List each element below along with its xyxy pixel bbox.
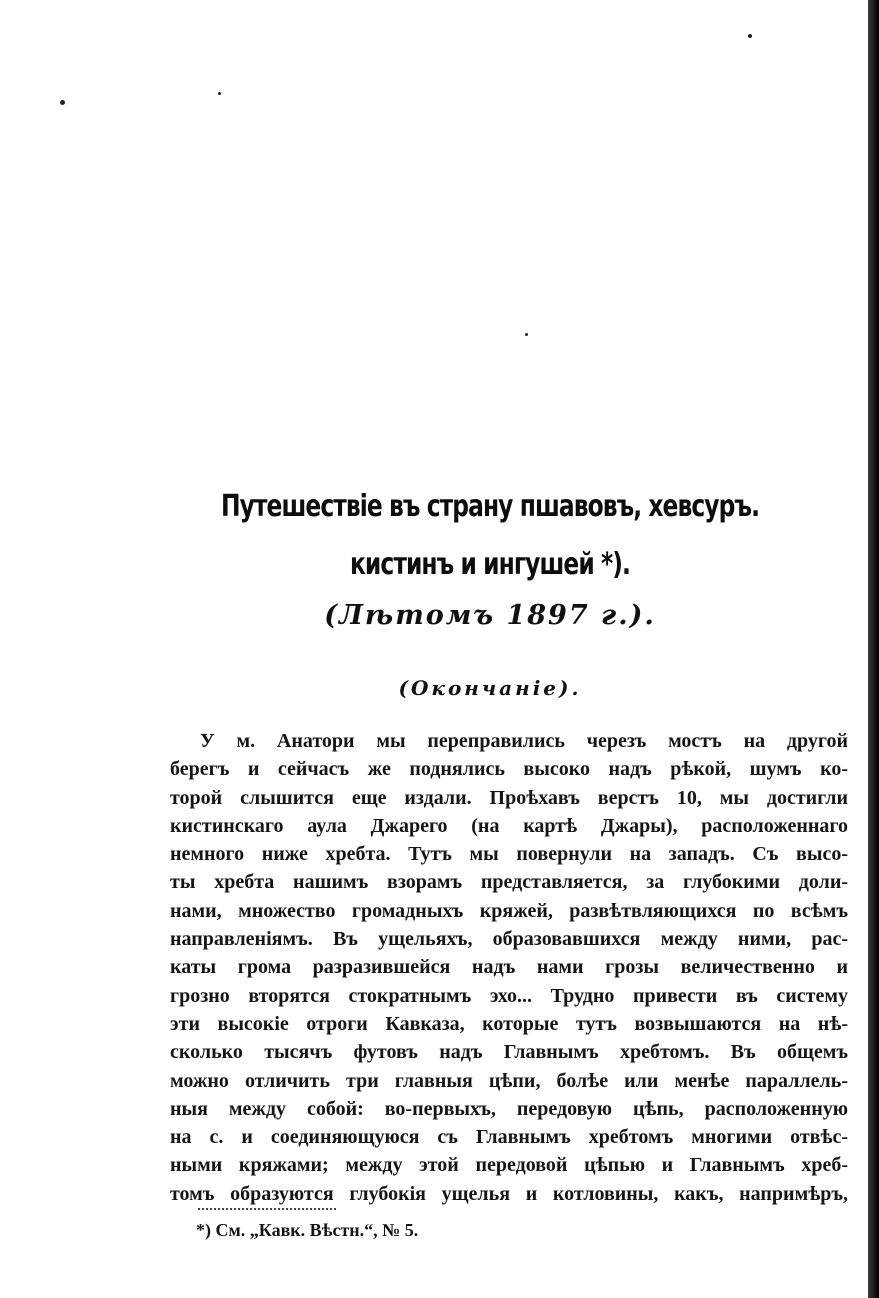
footnote: *) См. „Кавк. Вѣстн.“, № 5.: [196, 1220, 419, 1240]
body-line: сколько тысячъ футовъ надъ Главнымъ хребтомъ. Въ общемъ: [170, 1041, 848, 1064]
body-line: ты хребта нашимъ взорамъ представляется, за глубокими доли-: [170, 871, 848, 894]
body-line: ныя между собой: во-первыхъ, передовую цѣпь, расположенную: [170, 1097, 848, 1120]
body-line: эти высокіе отроги Кавказа, которые тутъ возвышаются на нѣ-: [170, 1012, 848, 1035]
footnote-separator: [198, 1208, 336, 1210]
body-line: на с. и соединяющуюся съ Главнымъ хребтомъ многими отвѣс-: [170, 1126, 848, 1149]
body-line: грозно вторятся стократнымъ эхо... Трудно привести въ систему: [170, 984, 848, 1007]
article-date-line: (Лѣтомъ 1897 г.).: [324, 600, 656, 631]
body-line: У м. Анатори мы переправились черезъ мостъ на другой: [200, 730, 848, 752]
ink-speck: [748, 34, 752, 38]
body-line: можно отличить три главныя цѣпи, болѣе или менѣе параллель-: [170, 1069, 848, 1092]
body-line: направленіямъ. Въ ущельяхъ, образовавшихся между ними, рас-: [170, 928, 848, 951]
body-line: каты грома разразившейся надъ нами грозы величественно и: [170, 956, 848, 979]
body-line: томъ образуются глубокія ущелья и котловины, какъ, напримѣръ,: [170, 1182, 848, 1205]
ink-speck: [218, 92, 221, 95]
body-line: кистинскаго аула Джарего (на картѣ Джары), расположеннаго: [170, 814, 848, 837]
ink-speck: [60, 100, 65, 105]
body-line: берегъ и сейчасъ же поднялись высоко надъ рѣкой, шумъ ко-: [170, 758, 848, 781]
body-line: ными кряжами; между этой передовой цѣпью и Главнымъ хреб-: [170, 1154, 848, 1177]
body-line: торой слышится еще издали. Проѣхавъ верстъ 10, мы достигли: [170, 786, 848, 809]
body-line: нами, множество громадныхъ кряжей, развѣтвляющихся по всѣмъ: [170, 899, 848, 922]
body-line: немного ниже хребта. Тутъ мы повернули на западъ. Съ высо-: [170, 843, 848, 866]
page-edge-shadow: [868, 0, 879, 1298]
article-body: [170, 727, 848, 1208]
article-continuation-label: (Окончаніе).: [398, 676, 582, 700]
article-title: Путешествіе въ страну пшавовъ, хевсуръ. кистинъ и ингушей *).: [220, 489, 760, 582]
ink-speck: [525, 333, 528, 336]
